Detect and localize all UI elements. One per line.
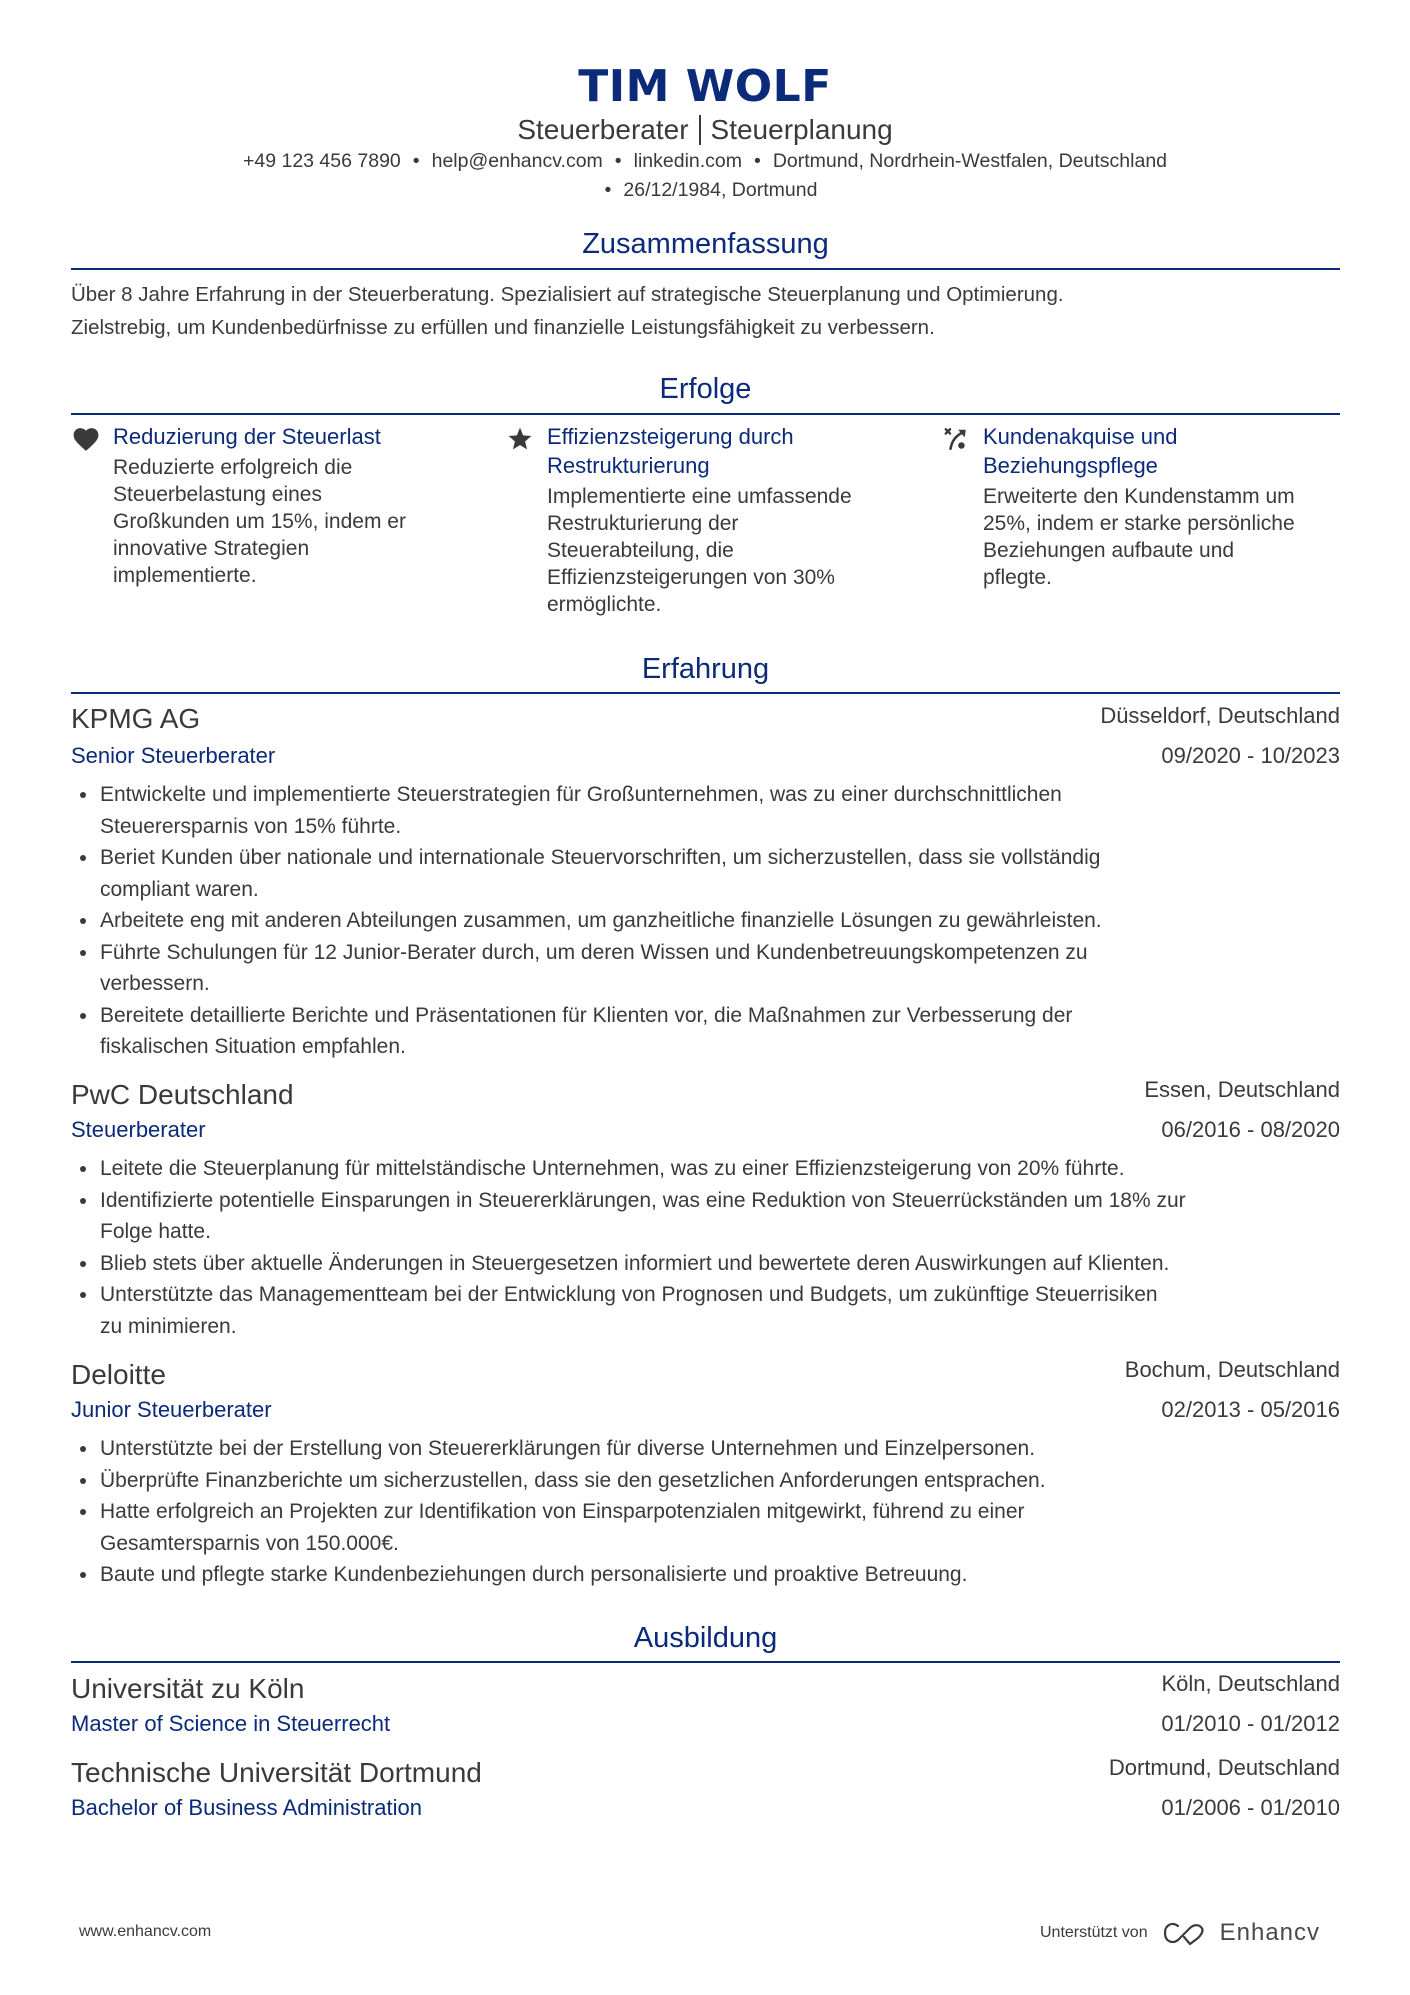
phone[interactable]: +49 123 456 7890	[242, 150, 401, 172]
heart-icon	[71, 426, 101, 452]
section-divider	[71, 1661, 1340, 1663]
bullet-item: Leitete die Steuerplanung für mittelständische Unternehmen, was zu einer Effizienzsteigerung von 20% führte.	[71, 1153, 1340, 1185]
bullet-item: Führte Schulungen für 12 Junior-Berater durch, um deren Wissen und Kundenbetreuungskompetenzen zu verbessern.	[71, 937, 1340, 1000]
company-name: KPMG AG	[71, 703, 201, 734]
job-title-primary: Steuerberater	[517, 114, 689, 145]
powered-by-label: Unterstützt von	[1040, 1924, 1148, 1941]
job-bullets	[71, 1433, 1340, 1591]
job-role: Steuerberater	[71, 1117, 206, 1142]
candidate-name: TIM WOLF	[578, 61, 832, 112]
achievement-title: Effizienzsteigerung durch Restrukturierung	[547, 424, 794, 478]
footer-branding	[1040, 1918, 1320, 1948]
school-name: Universität zu Köln	[71, 1673, 305, 1704]
education-dates: 01/2010 - 01/2012	[1161, 1711, 1340, 1736]
job-bullets	[71, 779, 1340, 1063]
summary-line: Über 8 Jahre Erfahrung in der Steuerberatung. Spezialisiert auf strategische Steuerplanung und Optimierung.	[71, 283, 1064, 306]
enhancv-logo-icon	[1162, 1920, 1208, 1946]
section-title-summary: Zusammenfassung	[582, 228, 829, 260]
school-location: Dortmund, Deutschland	[1108, 1755, 1340, 1780]
job-location: Essen, Deutschland	[1144, 1077, 1340, 1102]
achievement-description: Erweiterte den Kundenstamm um 25%, indem er starke persönliche Beziehungen aufbaute und pflegte.	[983, 485, 1295, 589]
summary-text	[71, 278, 1340, 344]
section-title-achievements: Erfolge	[659, 373, 752, 405]
section-title-experience: Erfahrung	[641, 653, 770, 685]
school-location: Köln, Deutschland	[1161, 1671, 1340, 1696]
job-dates: 02/2013 - 05/2016	[1161, 1397, 1340, 1422]
degree: Master of Science in Steuerrecht	[71, 1711, 391, 1736]
location: Dortmund, Nordrhein-Westfalen, Deutschland	[772, 150, 1168, 172]
bullet-item: Beriet Kunden über nationale und internationale Steuervorschriften, um sicherzustellen, dass sie vollständig compliant waren.	[71, 842, 1340, 905]
bullet-item: Entwickelte und implementierte Steuerstrategien für Großunternehmen, was zu einer durchschnittlichen Steuerersparnis von 15% führte.	[71, 779, 1340, 842]
separator-dot: •	[604, 179, 612, 201]
footer-website-link[interactable]: www.enhancv.com	[79, 1923, 212, 1940]
job-dates: 09/2020 - 10/2023	[1161, 743, 1340, 768]
separator-dot: •	[412, 150, 420, 172]
bullet-item: Arbeitete eng mit anderen Abteilungen zusammen, um ganzheitliche finanzielle Lösungen zu gewährleisten.	[71, 905, 1340, 937]
company-name: Deloitte	[71, 1359, 166, 1390]
bullet-item: Identifizierte potentielle Einsparungen in Steuererklärungen, was eine Reduktion von Steuerrückständen um 18% zur Folge hatte.	[71, 1185, 1340, 1248]
job-role: Junior Steuerberater	[71, 1397, 272, 1422]
bullet-item: Unterstützte das Managementteam bei der Entwicklung von Prognosen und Budgets, um zukünftige Steuerrisiken zu minimieren.	[71, 1279, 1340, 1342]
job-title	[0, 114, 1410, 146]
job-role: Senior Steuerberater	[71, 743, 276, 768]
company-name: PwC Deutschland	[71, 1079, 294, 1110]
bullet-item: Blieb stets über aktuelle Änderungen in Steuergesetzen informiert und bewertete deren Auswirkungen auf Klienten.	[71, 1248, 1340, 1280]
degree: Bachelor of Business Administration	[71, 1795, 422, 1820]
achievement-title: Reduzierung der Steuerlast	[113, 424, 381, 449]
email-link[interactable]: help@enhancv.com	[431, 150, 603, 172]
achievement-title: Kundenakquise und Beziehungspflege	[983, 424, 1178, 478]
job-location: Bochum, Deutschland	[1124, 1357, 1340, 1382]
education-dates: 01/2006 - 01/2010	[1161, 1795, 1340, 1820]
job-bullets	[71, 1153, 1340, 1342]
achievement-description: Reduzierte erfolgreich die Steuerbelastung eines Großkunden um 15%, indem er innovative Strategien implementierte.	[113, 456, 406, 587]
section-divider	[71, 268, 1340, 270]
school-name: Technische Universität Dortmund	[71, 1757, 482, 1788]
summary-line: Zielstrebig, um Kundenbedürfnisse zu erfüllen und finanzielle Leistungsfähigkeit zu verbessern.	[71, 316, 935, 339]
star-icon	[505, 426, 535, 452]
job-dates: 06/2016 - 08/2020	[1161, 1117, 1340, 1142]
brand-name: Enhancv	[1219, 1919, 1321, 1946]
linkedin-link[interactable]: linkedin.com	[633, 150, 743, 172]
bullet-item: Bereitete detaillierte Berichte und Präsentationen für Klienten vor, die Maßnahmen zur Verbesserung der fiskalischen Situation empfahlen.	[71, 1000, 1340, 1063]
contact-line-2	[0, 178, 1410, 202]
separator-dot: •	[754, 150, 761, 172]
bullet-item: Hatte erfolgreich an Projekten zur Identifikation von Einsparpotenzialen mitgewirkt, führend zu einer Gesamtersparnis von 150.000€.	[71, 1496, 1340, 1559]
bullet-item: Unterstützte bei der Erstellung von Steuererklärungen für diverse Unternehmen und Einzelpersonen.	[71, 1433, 1340, 1465]
section-title-education: Ausbildung	[633, 1622, 778, 1654]
section-divider	[71, 413, 1340, 415]
achievement-description: Implementierte eine umfassende Restrukturierung der Steuerabteilung, die Effizienzsteigerungen von 30% ermöglichte.	[547, 485, 852, 616]
separator-dot: •	[614, 150, 622, 172]
strategy-icon	[941, 426, 971, 452]
bullet-item: Baute und pflegte starke Kundenbeziehungen durch personalisierte und proaktive Betreuung.	[71, 1559, 1340, 1591]
job-location: Düsseldorf, Deutschland	[1100, 703, 1340, 728]
section-divider	[71, 692, 1340, 694]
bullet-item: Überprüfte Finanzberichte um sicherzustellen, dass sie den gesetzlichen Anforderungen entsprachen.	[71, 1465, 1340, 1497]
contact-line	[0, 149, 1410, 173]
job-title-secondary: Steuerplanung	[710, 114, 893, 145]
birth-info: 26/12/1984, Dortmund	[623, 179, 818, 201]
title-divider	[699, 115, 701, 145]
